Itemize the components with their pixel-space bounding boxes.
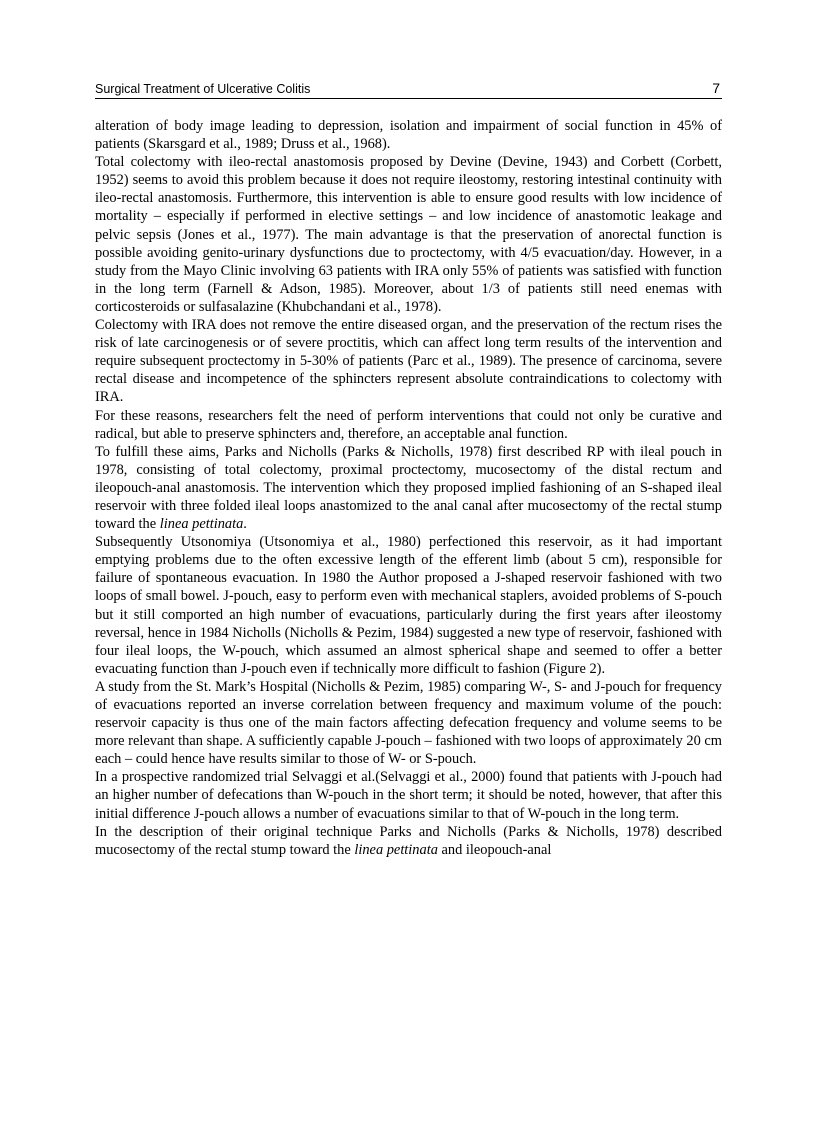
- running-header: [95, 80, 722, 99]
- italic-term: linea pettinata: [354, 841, 438, 858]
- header-title: Surgical Treatment of Ulcerative Colitis: [95, 82, 311, 96]
- paragraph-text: To fulfill these aims, Parks and Nicholls (Parks & Nicholls, 1978) first described RP with ileal pouch in 1978, consisting of total colectomy, proximal proctectomy, mucosectomy of the distal rectum and ileopouch-anal anastomosis. The intervention which they proposed implied fashioning of an S-shaped ileal reservoir with three folded ileal loops anastomized to the anal canal after mucosectomy of the rectal stump toward the: [95, 443, 722, 533]
- paragraph: A study from the St. Mark’s Hospital (Nicholls & Pezim, 1985) comparing W-, S- and J-pouch for frequency of evacuations reported an inverse correlation between frequency and maximum volume of the pouch: reservoir capacity is thus one of the main factors affecting defecation frequency and volume seems to be more relevant than shape. A sufficiently capable J-pouch – fashioned with two loops of approximately 20 cm each – could hence have results similar to those of W- or S-pouch.: [95, 678, 722, 768]
- paragraph: alteration of body image leading to depression, isolation and impairment of social function in 45% of patients (Skarsgard et al., 1989; Druss et al., 1968).: [95, 118, 722, 153]
- paragraph-text: .: [243, 516, 247, 533]
- paragraph: For these reasons, researchers felt the need of perform interventions that could not only be curative and radical, but able to preserve sphincters and, therefore, an acceptable anal function.: [95, 407, 722, 442]
- paragraph-text: and ileopouch-anal: [437, 841, 552, 858]
- italic-term: linea pettinata: [159, 516, 244, 533]
- paragraph-text: In the description of their original technique Parks and Nicholls (Parks & Nicholls, 1978) described mucosectomy of the rectal stump toward the: [95, 823, 722, 858]
- body-text: [95, 117, 722, 859]
- paragraph: [95, 823, 722, 859]
- paragraph: In a prospective randomized trial Selvaggi et al.(Selvaggi et al., 2000) found that patients with J-pouch had an higher number of defecations than W-pouch in the short term; it should be noted, however, that after this initial difference J-pouch allows a number of evacuations similar to that of W-pouch in the long term.: [95, 769, 722, 822]
- paragraph: Colectomy with IRA does not remove the entire diseased organ, and the preservation of the rectum rises the risk of late carcinogenesis or of severe proctitis, which can affect long term results of the intervention and require subsequent proctectomy in 5-30% of patients (Parc et al., 1989). The presence of carcinoma, severe rectal disease and incompetence of the sphincters represent absolute contraindications to colectomy with IRA.: [95, 317, 722, 406]
- page-number: 7: [712, 80, 720, 96]
- paragraph: Total colectomy with ileo-rectal anastomosis proposed by Devine (Devine, 1943) and Corbett (Corbett, 1952) seems to avoid this problem because it does not require ileostomy, restoring intestinal continuity with ileo-rectal anastomosis. Furthermore, this intervention is able to ensure good results with low incidence of mortality – especially if performed in elective settings – and low incidence of anastomotic leakage and pelvic sepsis (Jones et al., 1977). The main advantage is that the preservation of anorectal function is possible avoiding genito-urinary dysfunctions due to proctectomy, with 4/5 evacuation/day. However, in a study from the Mayo Clinic involving 63 patients with IRA only 55% of patients was satisfied with function in the long term (Farnell & Adson, 1985). Moreover, about 1/3 of patients still need enemas with corticosteroids or sulfasalazine (Khubchandani et al., 1978).: [95, 154, 722, 315]
- paragraph: Subsequently Utsonomiya (Utsonomiya et al., 1980) perfectioned this reservoir, as it had important emptying problems due to the often excessive length of the efferent limb (about 5 cm), responsible for failure of spontaneous evacuation. In 1980 the Author proposed a J-shaped reservoir fashioned with two loops of small bowel. J-pouch, easy to perform even with mechanical staplers, avoided problems of S-pouch but it still comported an high number of evacuations, particularly during the first years after ileostomy reversal, hence in 1984 Nicholls (Nicholls & Pezim, 1984) suggested a new type of reservoir, fashioned with four ileal loops, the W-pouch, which assumed an almost spherical shape and seemed to offer a better evacuating function than J-pouch even if technically more difficult to fashion (Figure 2).: [95, 534, 722, 677]
- paragraph: [95, 443, 722, 533]
